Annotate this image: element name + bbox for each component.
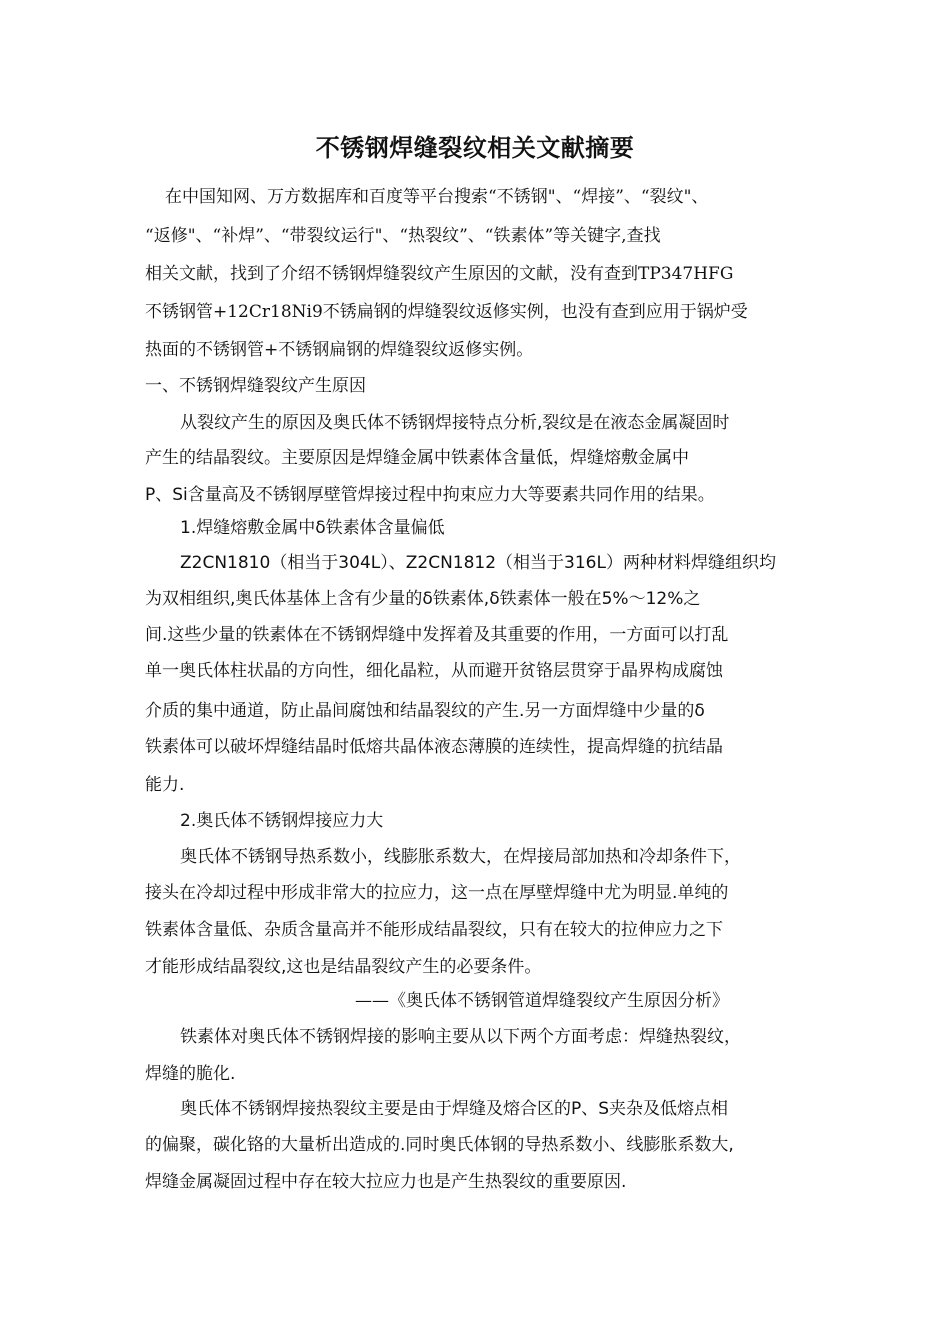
paragraph-line: 相关文献，找到了介绍不锈钢焊缝裂纹产生原因的文献，没有查到TP347HFG [145,264,734,284]
paragraph-line: 的偏聚，碳化铬的大量析出造成的.同时奥氏体钢的导热系数小、线膨胀系数大, [145,1135,734,1155]
paragraph-line: Z2CN1810（相当于304L）、Z2CN1812（相当于316L）两种材料焊缝组织均 [180,553,776,573]
paragraph-line: 介质的集中通道，防止晶间腐蚀和结晶裂纹的产生.另一方面焊缝中少量的δ [145,701,705,721]
paragraph-line: 单一奥氏体柱状晶的方向性，细化晶粒，从而避开贫铬层贯穿于晶界构成腐蚀 [145,661,723,681]
subsection-heading: 1.焊缝熔敷金属中δ铁素体含量偏低 [180,518,445,538]
section-heading: 一、不锈钢焊缝裂纹产生原因 [145,376,366,396]
paragraph-line: 奥氏体不锈钢导热系数小，线膨胀系数大，在焊接局部加热和冷却条件下， [180,847,741,867]
paragraph-line: 为双相组织,奥氏体基体上含有少量的δ铁素体,δ铁素体一般在5%～12%之 [145,589,701,609]
paragraph-line: 在中国知网、万方数据库和百度等平台搜索“不锈钢"、“焊接”、“裂纹"、 [165,187,709,207]
document-title: 不锈钢焊缝裂纹相关文献摘要 [315,133,635,162]
paragraph-line: 产生的结晶裂纹。主要原因是焊缝金属中铁素体含量低，焊缝熔敷金属中 [145,448,689,468]
paragraph-line: P、Si含量高及不锈钢厚壁管焊接过程中拘束应力大等要素共同作用的结果。 [145,485,715,505]
paragraph-line: 能力. [145,775,185,795]
paragraph-line: 从裂纹产生的原因及奥氏体不锈钢焊接特点分析,裂纹是在液态金属凝固时 [180,413,730,433]
paragraph-line: 铁素体可以破坏焊缝结晶时低熔共晶体液态薄膜的连续性，提高焊缝的抗结晶 [145,737,723,757]
paragraph-line: 热面的不锈钢管+不锈钢扁钢的焊缝裂纹返修实例。 [145,340,534,360]
paragraph-line: 才能形成结晶裂纹,这也是结晶裂纹产生的必要条件。 [145,957,542,977]
paragraph-line: 焊缝的脆化. [145,1064,236,1084]
paragraph-line: 间.这些少量的铁素体在不锈钢焊缝中发挥着及其重要的作用，一方面可以打乱 [145,625,729,645]
citation: ——《奥氏体不锈钢管道焊缝裂纹产生原因分析》 [355,991,729,1011]
paragraph-line: 奥氏体不锈钢焊接热裂纹主要是由于焊缝及熔合区的P、S夹杂及低熔点相 [180,1099,729,1119]
paragraph-line: 不锈钢管+12Cr18Ni9不锈扁钢的焊缝裂纹返修实例，也没有查到应用于锅炉受 [145,302,748,322]
paragraph-line: 接头在冷却过程中形成非常大的拉应力，这一点在厚壁焊缝中尤为明显.单纯的 [145,883,729,903]
paragraph-line: 焊缝金属凝固过程中存在较大拉应力也是产生热裂纹的重要原因. [145,1172,627,1192]
paragraph-line: “返修"、“补焊”、“带裂纹运行"、“热裂纹”、“铁素体”等关键字,查找 [145,226,661,246]
paragraph-line: 铁素体含量低、杂质含量高并不能形成结晶裂纹，只有在较大的拉伸应力之下 [145,920,723,940]
subsection-heading: 2.奥氏体不锈钢焊接应力大 [180,811,384,831]
paragraph-line: 铁素体对奥氏体不锈钢焊接的影响主要从以下两个方面考虑：焊缝热裂纹， [180,1027,741,1047]
